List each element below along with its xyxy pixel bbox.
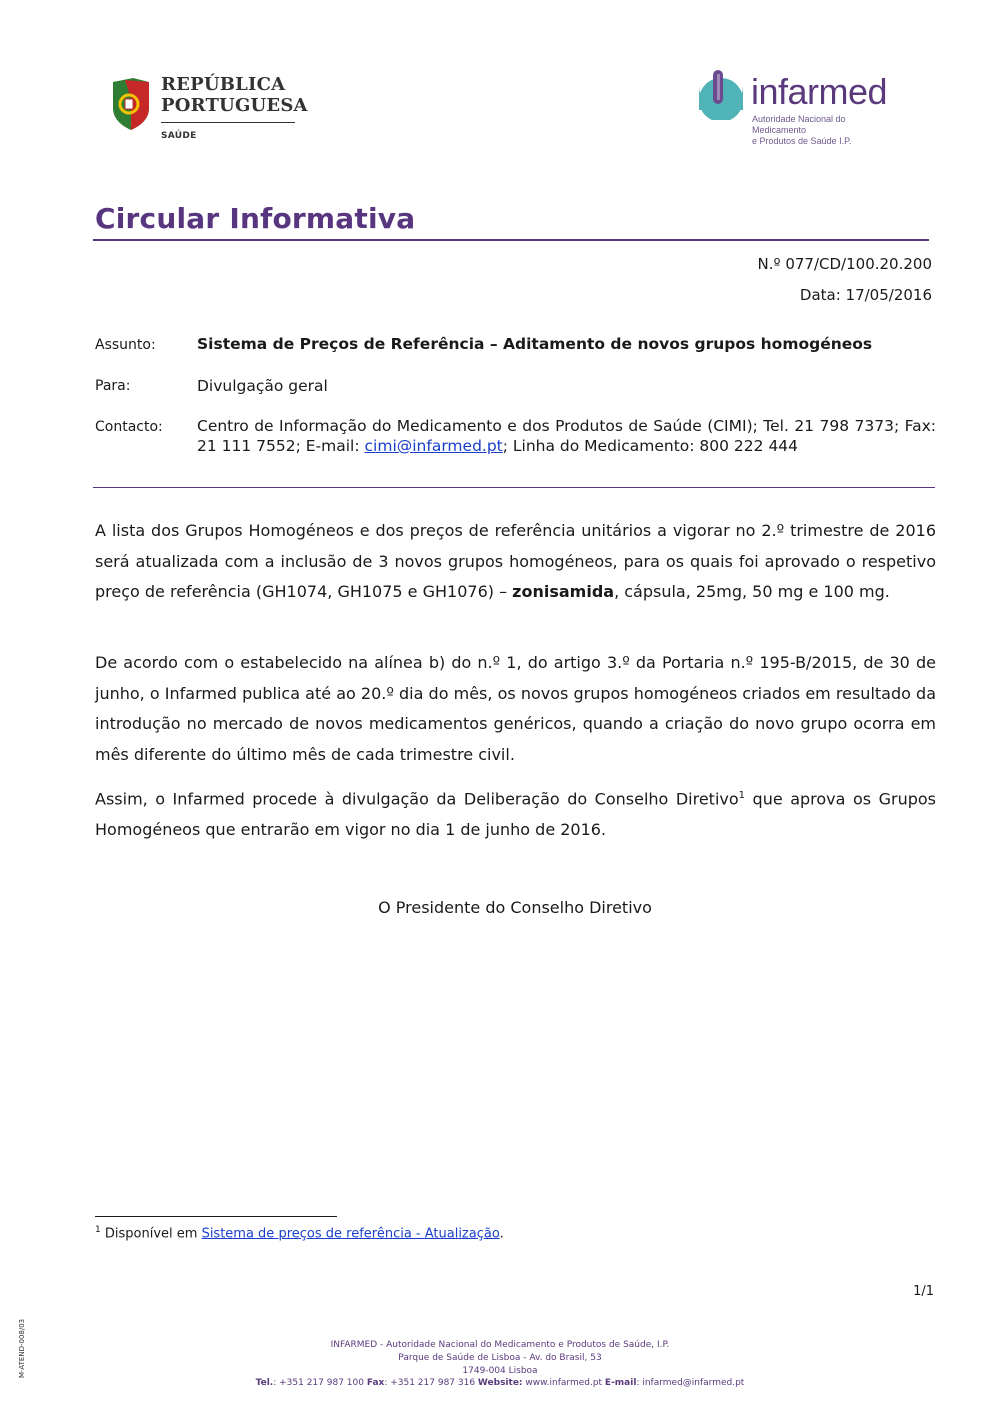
footer-org-name: INFARMED - Autoridade Nacional do Medicamento e Produtos de Saúde, I.P. bbox=[330, 1340, 670, 1350]
body-paragraph-2: De acordo com o estabelecido na alínea b) do n.º 1, do artigo 3.º da Portaria n.º 195-B/2015, de 30 de junho, o Infarmed publica até ao 20.º dia do mês, os novos grupos homogéneos criados em resultado da introdução no mercado de novos medicamentos genéricos, quando a criação do novo grupo ocorra em mês diferente do último mês de cada trimestre civil. bbox=[95, 653, 936, 764]
footer-address: Parque de Saúde de Lisboa - Av. do Brasil, 53 bbox=[398, 1353, 602, 1363]
p1-bold-substance: zonisamida bbox=[512, 582, 615, 601]
infarmed-tagline-2: e Produtos de Saúde I.P. bbox=[752, 136, 852, 146]
footnote-text: Disponível em bbox=[100, 1226, 202, 1242]
footer-fax-label: Fax bbox=[366, 1378, 385, 1388]
contacto-text: Centro de Informação do Medicamento e dos Produtos de Saúde (CIMI); Tel. 21 798 7373; Fax: 21 111 7552; E-mail: bbox=[197, 417, 936, 455]
footnote-reference: 1 bbox=[738, 790, 746, 801]
republica-portuguesa-logo bbox=[111, 74, 308, 148]
rp-divider bbox=[161, 122, 295, 123]
document-title: Circular Informativa bbox=[95, 202, 416, 235]
footnote-link[interactable]: Sistema de preços de referência - Atualização bbox=[201, 1226, 500, 1242]
infarmed-mark-icon bbox=[697, 70, 745, 120]
contacto-email-link[interactable]: cimi@infarmed.pt bbox=[364, 437, 503, 455]
title-divider bbox=[93, 239, 929, 241]
page-number: 1/1 bbox=[913, 1284, 934, 1299]
document-code: M-ATEND-008/03 bbox=[18, 1318, 26, 1378]
assunto-value: Sistema de Preços de Referência – Aditamento de novos grupos homogéneos bbox=[197, 335, 873, 353]
contacto-text-after: ; Linha do Medicamento: 800 222 444 bbox=[502, 437, 799, 455]
meta-divider bbox=[93, 487, 935, 488]
assunto-label: Assunto: bbox=[95, 337, 156, 353]
footnote-text-after: . bbox=[499, 1226, 504, 1242]
body-paragraph-1 bbox=[95, 516, 936, 608]
body-paragraph-3 bbox=[95, 781, 936, 845]
footer-postal: 1749-004 Lisboa bbox=[462, 1366, 538, 1376]
circular-date: Data: 17/05/2016 bbox=[799, 286, 932, 304]
footer-tel-label: Tel. bbox=[255, 1378, 274, 1388]
p1-text-after: , cápsula, 25mg, 50 mg e 100 mg. bbox=[614, 582, 890, 601]
p3-text: Assim, o Infarmed procede à divulgação da Deliberação do Conselho Diretivo bbox=[95, 789, 739, 809]
rp-saude-text: SAÚDE bbox=[161, 131, 197, 141]
rp-line2: PORTUGUESA bbox=[161, 95, 308, 116]
infarmed-tagline bbox=[752, 114, 897, 147]
para-value: Divulgação geral bbox=[197, 377, 328, 395]
contacto-value bbox=[197, 416, 936, 456]
rp-line1: REPÚBLICA bbox=[161, 74, 286, 95]
para-label: Para: bbox=[95, 378, 131, 394]
contacto-label: Contacto: bbox=[95, 419, 163, 435]
footer-fax: : +351 217 987 316 bbox=[384, 1378, 478, 1388]
footnote bbox=[95, 1225, 504, 1241]
circular-number: N.º 077/CD/100.20.200 bbox=[757, 255, 932, 273]
footer-web-label: Website: bbox=[477, 1378, 523, 1388]
footer-email-label: E-mail bbox=[604, 1378, 637, 1388]
infarmed-logo bbox=[697, 70, 897, 146]
footer-email[interactable]: : infarmed@infarmed.pt bbox=[636, 1378, 745, 1388]
p1-text: A lista dos Grupos Homogéneos e dos preços de referência unitários a vigorar no 2.º trimestre de 2016 será atualizada com a inclusão de 3 novos grupos homogéneos, para os quais foi aprovado o respetivo preço de referência (GH1074, GH1075 e GH1076) – bbox=[95, 521, 936, 601]
footnote-divider bbox=[95, 1216, 337, 1217]
p3-text-after: que aprova os Grupos Homogéneos que entrarão em vigor no dia 1 de junho de 2016. bbox=[95, 789, 936, 839]
footnote-mark: 1 bbox=[95, 1225, 101, 1235]
infarmed-tagline-1: Autoridade Nacional do Medicamento bbox=[752, 114, 846, 135]
portuguese-shield-icon bbox=[111, 78, 151, 130]
footer-tel: : +351 217 987 100 bbox=[273, 1378, 367, 1388]
footer-contacts bbox=[0, 1377, 1000, 1390]
signature-line: O Presidente do Conselho Diretivo bbox=[378, 898, 652, 917]
republica-portuguesa-text bbox=[161, 74, 308, 116]
infarmed-wordmark: infarmed bbox=[751, 71, 888, 112]
footer-website[interactable]: www.infarmed.pt bbox=[522, 1378, 605, 1388]
